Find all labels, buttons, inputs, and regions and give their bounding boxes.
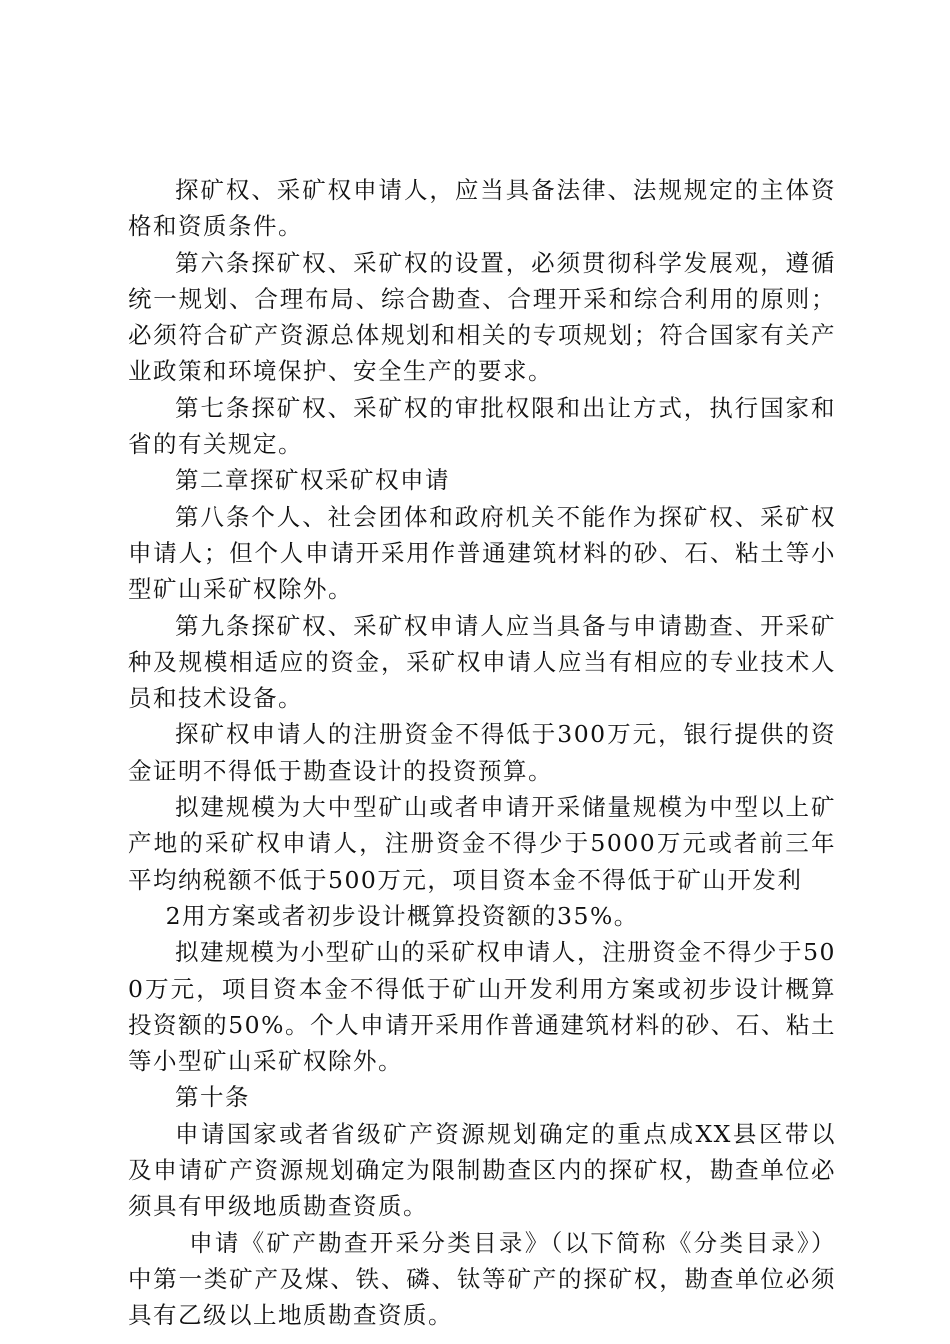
paragraph-article-6: 第六条探矿权、采矿权的设置，必须贯彻科学发展观，遵循统一规划、合理布局、综合勘查、合理开采和综合利用的原则；必须符合矿产资源总体规划和相关的专项规划；符合国家有关产业政策和环境保护、安全生产的要求。 — [128, 248, 836, 386]
paragraph-article-9: 第九条探矿权、采矿权申请人应当具备与申请勘查、开采矿种及规模相适应的资金，采矿权申请人应当有相应的专业技术人员和技术设备。 — [128, 611, 836, 713]
paragraph-qualification: 探矿权、采矿权申请人，应当具备法律、法规规定的主体资格和资质条件。 — [128, 176, 836, 241]
chapter-2-heading: 第二章探矿权采矿权申请 — [175, 466, 450, 495]
article-10-heading: 第十条 — [175, 1083, 250, 1112]
paragraph-key-zone-exploration: 申请国家或者省级矿产资源规划确定的重点成XX县区带以及申请矿产资源规划确定为限制勘查区内的探矿权，勘查单位必须具有甲级地质勘查资质。 — [128, 1119, 836, 1221]
paragraph-large-mine-capital: 拟建规模为大中型矿山或者申请开采储量规模为中型以上矿产地的采矿权申请人，注册资金不得少于5000万元或者前三年平均纳税额不低于500万元，项目资本金不得低于矿山开发利 — [128, 793, 836, 894]
document-page — [128, 172, 836, 1334]
paragraph-classification-catalog: 申请《矿产勘查开采分类目录》（以下简称《分类目录》）中第一类矿产及煤、铁、磷、钛等矿产的探矿权，勘查单位必须具有乙级以上地质勘查资质。 — [128, 1228, 836, 1330]
paragraph-article-7: 第七条探矿权、采矿权的审批权限和出让方式，执行国家和省的有关规定。 — [128, 393, 836, 459]
paragraph-exploration-capital: 探矿权申请人的注册资金不得低于300万元，银行提供的资金证明不得低于勘查设计的投资预算。 — [128, 720, 836, 785]
paragraph-page-break-fragment: 2用方案或者初步设计概算投资额的35%。 — [165, 901, 639, 930]
paragraph-small-mine-capital: 拟建规模为小型矿山的采矿权申请人，注册资金不得少于500万元，项目资本金不得低于矿山开发利用方案或初步设计概算投资额的50%。个人申请开采用作普通建筑材料的砂、石、粘土等小型矿山采矿权除外。 — [128, 938, 836, 1076]
paragraph-article-8: 第八条个人、社会团体和政府机关不能作为探矿权、采矿权申请人；但个人申请开采用作普通建筑材料的砂、石、粘土等小型矿山采矿权除外。 — [128, 502, 836, 604]
